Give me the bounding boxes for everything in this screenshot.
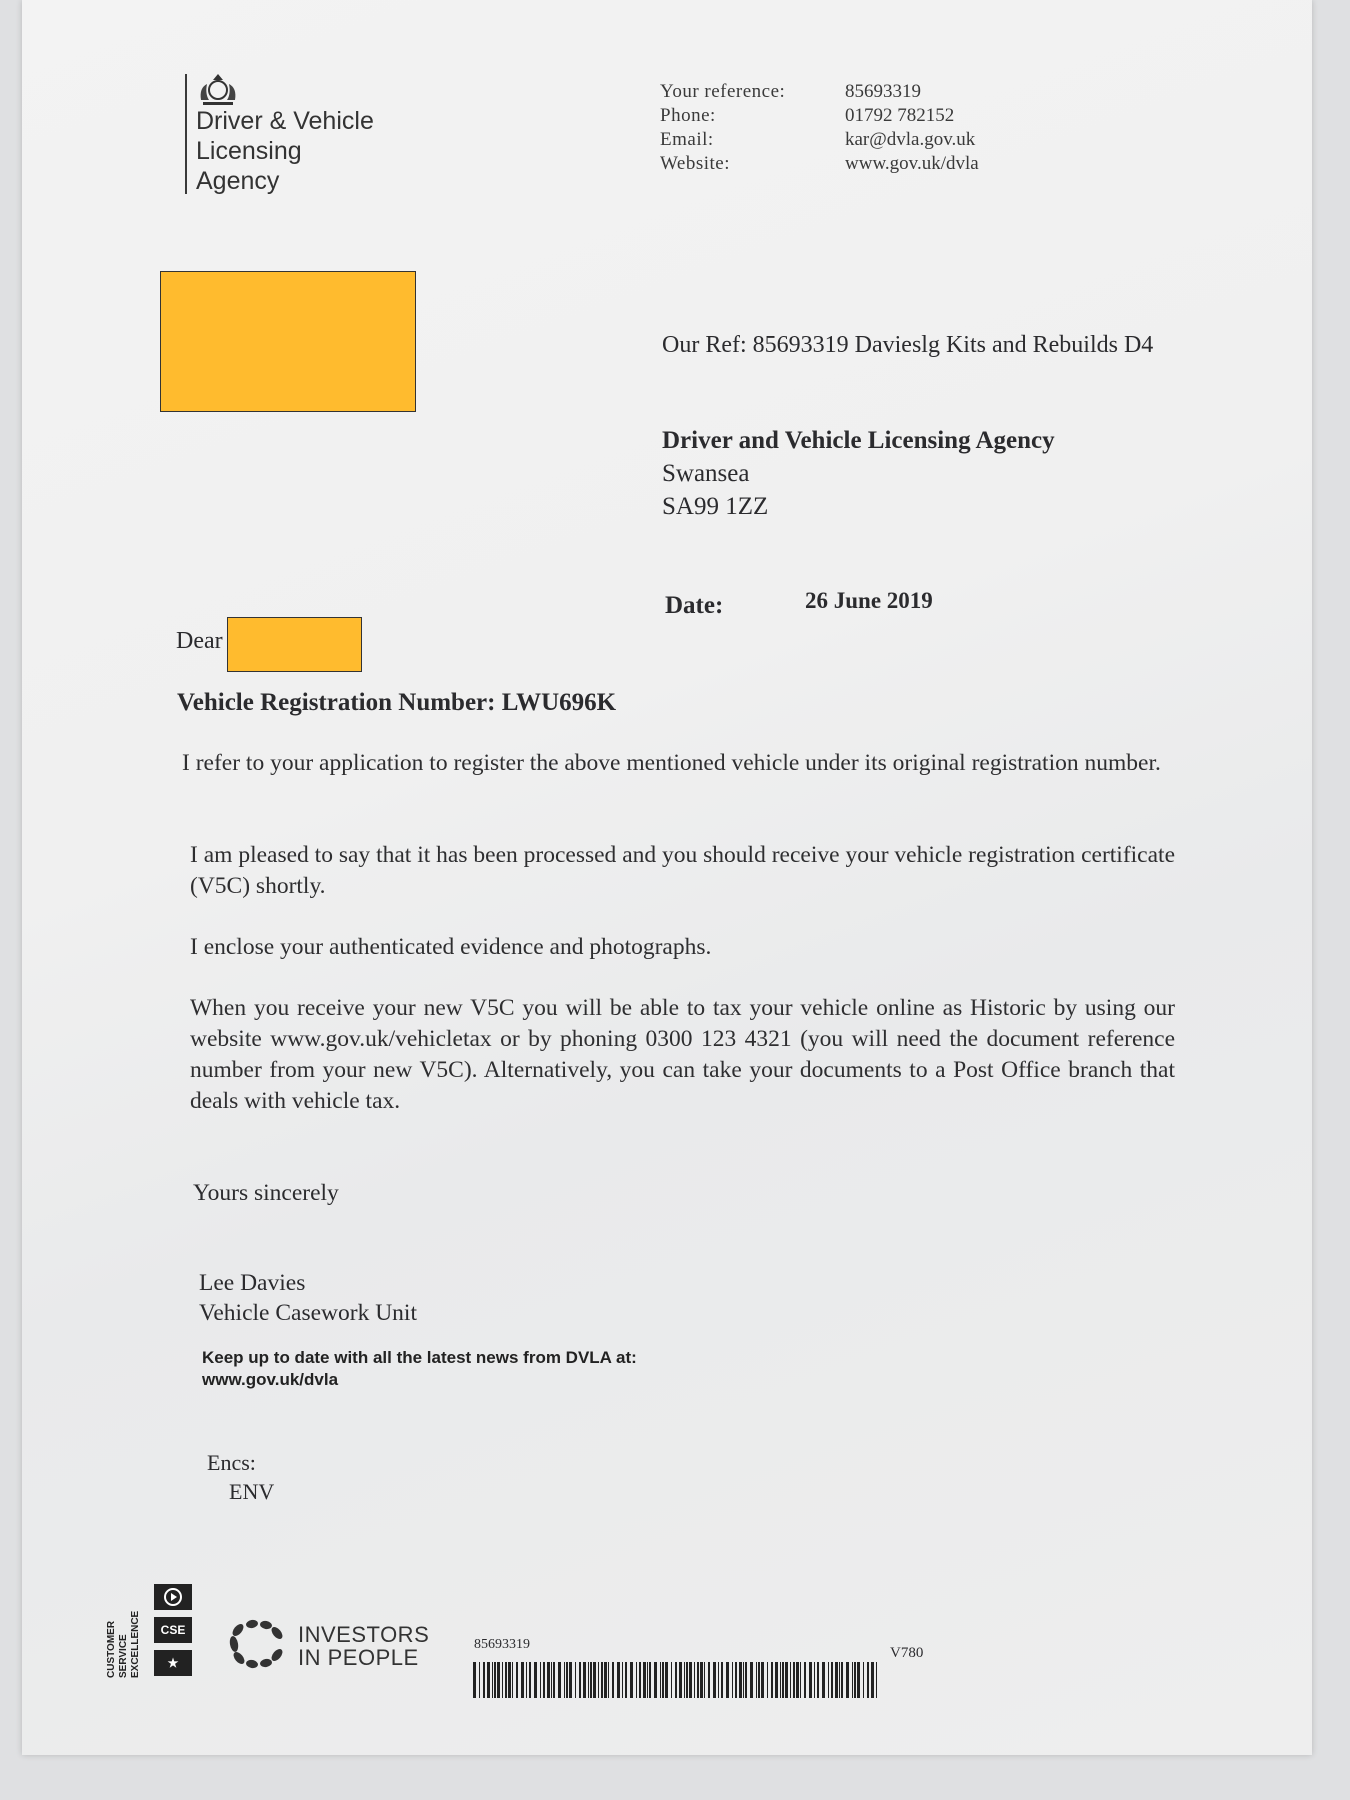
star-icon: ★ (154, 1650, 192, 1676)
barcode-bar (647, 1662, 648, 1698)
barcode-bar (604, 1662, 607, 1698)
contact-label: Website: (660, 153, 731, 174)
play-icon (154, 1584, 192, 1610)
barcode-bar (543, 1662, 545, 1698)
barcode-bar (497, 1662, 500, 1698)
contact-row-email (660, 128, 979, 152)
contact-value: www.gov.uk/dvla (845, 153, 979, 174)
barcode-bar (846, 1662, 849, 1698)
barcode-bar (521, 1662, 524, 1698)
barcode-bar (800, 1662, 801, 1698)
barcode-bar (526, 1662, 527, 1698)
cse-line: CUSTOMER (106, 1620, 117, 1678)
barcode-bar (643, 1662, 646, 1698)
barcode-bar (671, 1662, 672, 1698)
barcode-bar (512, 1662, 513, 1698)
enclosures-label: Encs: (207, 1450, 256, 1475)
barcode-bar (553, 1662, 555, 1698)
barcode-bar (804, 1662, 806, 1698)
barcode-bar (684, 1662, 685, 1698)
barcode-bar (841, 1662, 843, 1698)
barcode-bar (708, 1662, 710, 1698)
logo-divider (185, 74, 187, 194)
sender-city: Swansea (662, 460, 750, 487)
contact-details (660, 80, 979, 176)
barcode (473, 1662, 881, 1698)
barcode-bar (654, 1662, 657, 1698)
customer-service-excellence-logo (104, 1582, 196, 1678)
barcode-bar (686, 1662, 688, 1698)
barcode-bar (540, 1662, 541, 1698)
barcode-bar (863, 1662, 864, 1698)
barcode-bar (689, 1662, 692, 1698)
date-value: 26 June 2019 (805, 588, 933, 613)
dvla-logo-text (196, 106, 374, 196)
barcode-bar (790, 1662, 791, 1698)
barcode-bar (649, 1662, 651, 1698)
barcode-bar (583, 1662, 586, 1698)
barcode-bar (505, 1662, 507, 1698)
barcode-bar (761, 1662, 764, 1698)
body-paragraph: I am pleased to say that it has been processed and you should receive your vehicle registration certificate (V5C) shortly. (190, 842, 1175, 899)
logo-line: Agency (196, 167, 280, 195)
barcode-bar (608, 1662, 609, 1698)
barcode-bar (601, 1662, 603, 1698)
news-line: Keep up to date with all the latest news from DVLA at: (202, 1348, 637, 1367)
cse-badge: CSE (154, 1617, 192, 1643)
barcode-bar (660, 1662, 661, 1698)
sender-address (662, 424, 1055, 523)
laurel-wreath-icon (222, 1618, 290, 1670)
barcode-bar (694, 1662, 695, 1698)
cse-text (104, 1582, 144, 1678)
barcode-bar (750, 1662, 753, 1698)
barcode-bar (566, 1662, 568, 1698)
barcode-bar (767, 1662, 768, 1698)
body-paragraph: I refer to your application to register the above mentioned vehicle under its original registration number. (182, 750, 1161, 776)
barcode-bar (796, 1662, 799, 1698)
contact-value: kar@dvla.gov.uk (845, 129, 976, 150)
barcode-bar (508, 1662, 511, 1698)
barcode-bar (492, 1662, 493, 1698)
barcode-bar (551, 1662, 552, 1698)
barcode-number: 85693319 (474, 1637, 530, 1652)
barcode-bar (598, 1662, 599, 1698)
barcode-bar (780, 1662, 781, 1698)
logo-line: Licensing (196, 137, 302, 165)
barcode-bar (575, 1662, 576, 1698)
contact-value: 85693319 (845, 81, 921, 102)
our-reference: Our Ref: 85693319 Davieslg Kits and Rebuilds D4 (662, 332, 1154, 358)
barcode-bar (700, 1662, 703, 1698)
barcode-bar (473, 1662, 476, 1698)
barcode-bar (479, 1662, 480, 1698)
signer-block (199, 1268, 417, 1328)
form-code: V780 (890, 1645, 924, 1661)
barcode-bar (876, 1662, 877, 1698)
barcode-bar (534, 1662, 537, 1698)
enclosure-item: ENV (229, 1479, 275, 1504)
barcode-bar (516, 1662, 518, 1698)
barcode-bar (630, 1662, 633, 1698)
barcode-bar (718, 1662, 719, 1698)
barcode-bar (547, 1662, 550, 1698)
date-label: Date: (665, 592, 724, 619)
barcode-bar (502, 1662, 503, 1698)
barcode-bar (569, 1662, 572, 1698)
barcode-bar (831, 1662, 833, 1698)
barcode-bar (745, 1662, 747, 1698)
barcode-bar (636, 1662, 637, 1698)
barcode-bar (739, 1662, 742, 1698)
barcode-bar (494, 1662, 496, 1698)
barcode-bar (564, 1662, 565, 1698)
cse-line: SERVICE (118, 1634, 129, 1678)
news-link: www.gov.uk/dvla (202, 1370, 339, 1389)
barcode-bar (487, 1662, 490, 1698)
signer-unit: Vehicle Casework Unit (199, 1300, 417, 1326)
barcode-bar (867, 1662, 869, 1698)
royal-crest-icon (195, 70, 241, 108)
barcode-bar (775, 1662, 778, 1698)
barcode-bar (756, 1662, 757, 1698)
barcode-bar (639, 1662, 641, 1698)
barcode-bar (871, 1662, 874, 1698)
barcode-bar (590, 1662, 592, 1698)
sender-postcode: SA99 1ZZ (662, 493, 769, 520)
barcode-bar (839, 1662, 840, 1698)
barcode-bar (617, 1662, 620, 1698)
redacted-recipient-address (160, 271, 416, 412)
contact-row-website (660, 152, 979, 176)
sender-name: Driver and Vehicle Licensing Agency (662, 427, 1055, 454)
iip-line: IN PEOPLE (298, 1645, 419, 1670)
barcode-bar (726, 1662, 729, 1698)
barcode-bar (665, 1662, 668, 1698)
body-paragraph: When you receive your new V5C you will be able to tax your vehicle online as Historic by using our website www.gov.uk/vehicletax or by phoning 0300 123 4321 (you will need the document reference number from your new V5C). Alternatively, you can take your documents to a Post Office branch that deals with vehicle tax. (190, 995, 1175, 1114)
barcode-bar (809, 1662, 812, 1698)
barcode-bar (588, 1662, 589, 1698)
barcode-bar (771, 1662, 773, 1698)
body-paragraph: I enclose your authenticated evidence and photographs. (190, 934, 712, 960)
barcode-bar (675, 1662, 677, 1698)
salutation: Dear (176, 628, 223, 654)
barcode-bar (835, 1662, 838, 1698)
barcode-bar (758, 1662, 760, 1698)
barcode-bar (852, 1662, 853, 1698)
barcode-bar (697, 1662, 699, 1698)
barcode-bar (625, 1662, 627, 1698)
barcode-bar (732, 1662, 733, 1698)
barcode-bar (704, 1662, 705, 1698)
signer-name: Lee Davies (199, 1270, 306, 1296)
barcode-bar (822, 1662, 825, 1698)
barcode-bar (713, 1662, 716, 1698)
barcode-bar (612, 1662, 614, 1698)
barcode-bar (721, 1662, 723, 1698)
barcode-bar (662, 1662, 664, 1698)
barcode-bar (579, 1662, 581, 1698)
barcode-bar (735, 1662, 737, 1698)
barcode-bar (558, 1662, 561, 1698)
logo-line: Driver & Vehicle (196, 107, 374, 135)
contact-row-reference (660, 80, 979, 104)
subject-line: Vehicle Registration Number: LWU696K (177, 689, 617, 716)
barcode-bar (743, 1662, 744, 1698)
barcode-bar (782, 1662, 784, 1698)
news-notice (202, 1347, 637, 1391)
cse-line: EXCELLENCE (130, 1610, 141, 1678)
contact-label: Your reference: (660, 81, 786, 102)
barcode-bar (857, 1662, 860, 1698)
contact-row-phone (660, 104, 979, 128)
barcode-bar (593, 1662, 596, 1698)
investors-in-people-logo (298, 1623, 429, 1669)
redacted-recipient-name (227, 617, 362, 672)
barcode-bar (828, 1662, 829, 1698)
closing: Yours sincerely (193, 1180, 339, 1206)
barcode-bar (854, 1662, 856, 1698)
barcode-bar (814, 1662, 815, 1698)
barcode-bar (483, 1662, 485, 1698)
enclosures (207, 1448, 274, 1506)
barcode-bar (622, 1662, 623, 1698)
barcode-bar (785, 1662, 788, 1698)
barcode-bar (529, 1662, 531, 1698)
contact-label: Email: (660, 129, 714, 150)
contact-label: Phone: (660, 105, 716, 126)
barcode-bar (793, 1662, 795, 1698)
barcode-bar (817, 1662, 819, 1698)
contact-value: 01792 782152 (845, 105, 955, 126)
iip-line: INVESTORS (298, 1622, 430, 1647)
barcode-bar (679, 1662, 682, 1698)
